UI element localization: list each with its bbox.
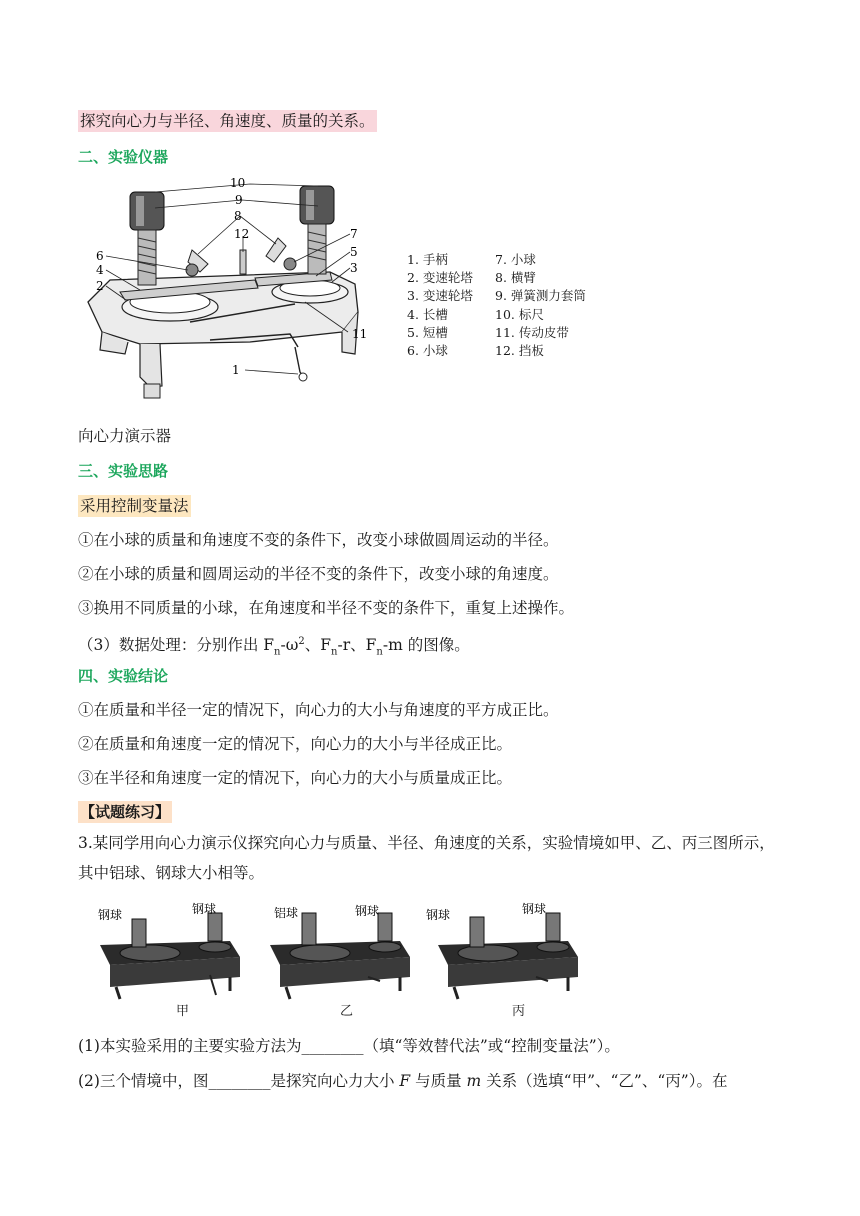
label-1: 1 <box>232 363 240 377</box>
step-1: ①在小球的质量和角速度不变的条件下，改变小球做圆周运动的半径。 <box>78 531 559 549</box>
label-3: 3 <box>350 261 358 275</box>
label-6: 6 <box>96 249 104 263</box>
label-7: 7 <box>350 227 358 241</box>
legend-row: 2. 变速轮塔 8. 横臂 <box>407 270 536 286</box>
legend-row: 1. 手柄 7. 小球 <box>407 252 536 267</box>
label-12: 12 <box>234 227 250 241</box>
section-title-approach: 三、实验思路 <box>78 462 169 480</box>
label-11: 11 <box>352 327 368 341</box>
conclusion-2: ②在质量和角速度一定的情况下，向心力的大小与半径成正比。 <box>78 735 513 753</box>
legend-row: 4. 长槽 10. 标尺 <box>407 306 544 322</box>
legend-row: 3. 变速轮塔 9. 弹簧测力套筒 <box>407 288 586 304</box>
legend-row: 5. 短槽 11. 传动皮带 <box>407 324 569 340</box>
ball-label-left: 钢球 <box>426 908 451 922</box>
scene-caption-yi: 乙 <box>340 1004 354 1019</box>
ball-label-left: 钢球 <box>98 908 123 922</box>
scene-figure-yi <box>250 895 415 1015</box>
section-title-conclusion: 四、实验结论 <box>78 667 169 685</box>
ball-label-right: 钢球 <box>355 904 380 918</box>
practice-line <box>78 801 172 823</box>
label-9: 9 <box>235 193 243 207</box>
scene-caption-bing: 丙 <box>512 1004 526 1019</box>
data-processing-line: （3）数据处理：分别作出 $F_n-\omega^2$、$F_n-r$、$F_n-m$ 的图像。 <box>78 636 470 658</box>
step-2: ②在小球的质量和圆周运动的半径不变的条件下，改变小球的角速度。 <box>78 565 559 583</box>
centripetal-force-apparatus-diagram <box>80 172 380 417</box>
label-2: 2 <box>96 279 104 293</box>
step-3: ③换用不同质量的小球，在角速度和半径不变的条件下，重复上述操作。 <box>78 599 575 617</box>
intro-text: 探究向心力与半径、角速度、质量的关系。 <box>80 112 375 130</box>
ball-label-right: 钢球 <box>522 902 547 916</box>
method-line <box>78 495 191 517</box>
label-5: 5 <box>350 245 358 259</box>
method-label: 采用控制变量法 <box>80 497 189 515</box>
question-3: 3.某同学用向心力演示仪探究向心力与质量、半径、角速度的关系，实验情境如甲、乙、丙三图所示，其中铝球、钢球大小相等。 <box>78 834 775 882</box>
conclusion-1: ①在质量和半径一定的情况下，向心力的大小与角速度的平方成正比。 <box>78 701 559 719</box>
label-8: 8 <box>234 209 242 223</box>
scene-figure-jia <box>80 895 245 1015</box>
scene-caption-jia: 甲 <box>176 1004 190 1019</box>
section-title-instrument: 二、实验仪器 <box>78 148 169 166</box>
device-caption: 向心力演示器 <box>78 427 172 445</box>
question-part-2: (2)三个情境中，图________是探究向心力大小 F 与质量 m 关系（选填“甲”、“乙”、“丙”）。在 <box>78 1072 728 1090</box>
intro-line <box>78 110 377 132</box>
label-10: 10 <box>230 176 246 190</box>
question-part-1: (1)本实验采用的主要实验方法为________（填“等效替代法”或“控制变量法”）。 <box>78 1037 620 1055</box>
conclusion-3: ③在半径和角速度一定的情况下，向心力的大小与质量成正比。 <box>78 769 513 787</box>
ball-label-left: 铝球 <box>274 906 299 920</box>
practice-tag: 【试题练习】 <box>80 803 171 821</box>
label-4: 4 <box>96 263 104 277</box>
legend-row: 6. 小球 12. 挡板 <box>407 343 544 359</box>
ball-label-right: 钢球 <box>192 902 217 916</box>
scene-figure-bing <box>418 895 583 1015</box>
part-legend <box>407 251 586 360</box>
